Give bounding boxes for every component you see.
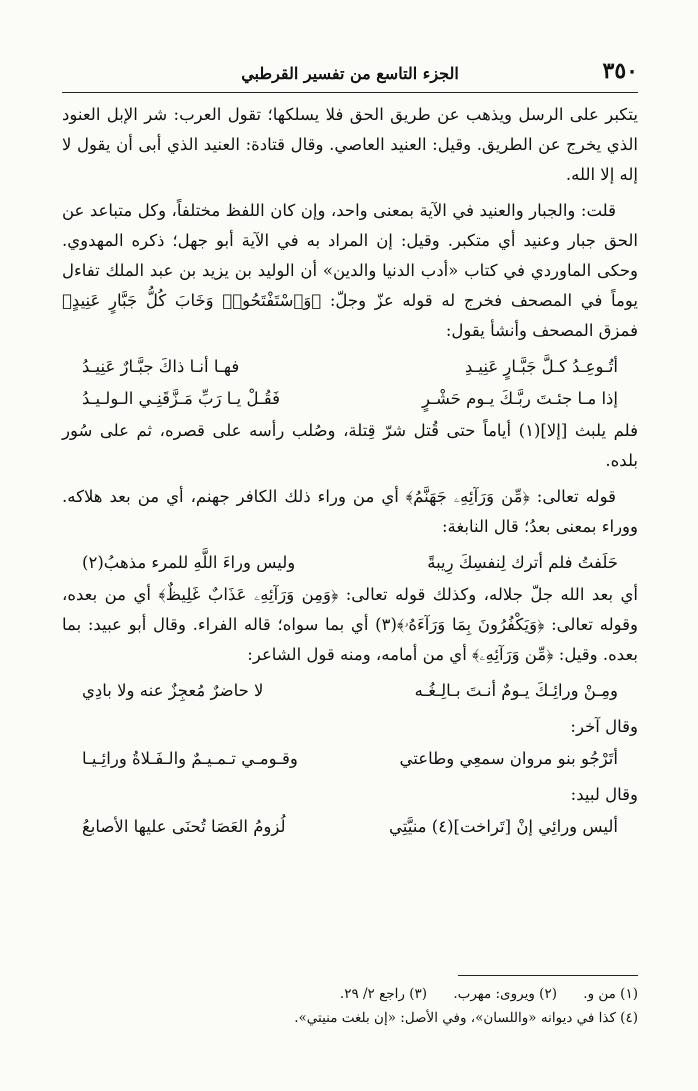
- footnote: (٢) ويروى: مهرب.: [453, 986, 557, 1002]
- verse-hemistich: إذا مـا جئـتَ ربَّـكَ يـوم حَشْـرٍ: [422, 389, 618, 408]
- verse-line: [62, 812, 638, 842]
- verse-hemistich: لا حاضرٌ مُعجِزٌ عنه ولا بادِي: [82, 681, 264, 700]
- paragraph: قلت: والجبار والعنيد في الآية بمعنى واحد، وإن كان اللفظ مختلفاً، وكل متباعد عن الحق جبار وعنيد أي متكبر. وقيل: إن المراد به في الآية أبو جهل؛ ذكره المهدوي. وحكى الماوردي في كتاب «أدب الدنيا والدين» أن الوليد بن يزيد بن عبد الملك تفاءل يوماً في المصحف فخرج له قوله عزّ وجلّ: ﴿وَٱسْتَفْتَحُوا۟ وَخَابَ كُلُّ جَبَّارٍ عَنِيدٍ﴾ فمزق المصحف وأنشأ يقول:: [62, 201, 638, 340]
- verse-hemistich: أليس ورائِي إنْ [تَراخت](٤) منيَّتِي: [388, 817, 618, 836]
- page-body: [62, 100, 638, 844]
- verse-line: [62, 744, 638, 774]
- footnote-line: [62, 1006, 638, 1030]
- verse-hemistich: وقـومـي تـمـيـمٌ والـفَـلاةُ ورائِـيـا: [82, 749, 298, 768]
- verse-hemistich: أتَرْجُو بنو مروان سمعِي وطاعتي: [399, 749, 618, 768]
- verse-hemistich: وليس وراءَ اللَّهِ للمرء مذهبُ(٢): [82, 553, 296, 572]
- paragraph: أي بعد الله جلّ جلاله، وكذلك قوله تعالى: ﴿وَمِن وَرَآئِهِۦ عَذَابٌ غَلِيظٌ﴾ أي من بعده، وقوله تعالى: ﴿وَيَكْفُرُونَ بِمَا وَرَآءَهُۥ﴾(٣) أي بما سواه؛ قاله الفراء. وقال أبو عبيد: بما بعده. وقيل: ﴿مِّن وَرَآئِهِۦ﴾ أي من أمامه، ومنه قول الشاعر:: [62, 585, 638, 664]
- verse-intro: وقال لبيد:: [570, 785, 638, 804]
- verse-line: [62, 676, 638, 706]
- paragraph: قوله تعالى: ﴿مِّن وَرَآئِهِۦ جَهَنَّمُ﴾ أي من وراء ذلك الكافر جهنم، أي من بعد هلاكه. ووراء بمعنى بعدُ؛ قال النابغة:: [62, 487, 638, 536]
- verse-hemistich: لُزومُ العَصَا تُحنَى عليها الأصابعُ: [82, 817, 286, 836]
- running-title: الجزء التاسع من تفسير القرطبي: [241, 64, 459, 83]
- verse-line: [62, 352, 638, 382]
- verse-line: [62, 384, 638, 414]
- verse-hemistich: فَقُـلْ يـا رَبِّ مَـزَّقَنِـي الـولـيـدُ: [82, 389, 281, 408]
- page-header: [62, 58, 638, 93]
- paragraph: فلم يلبث [إلا](١) أياماً حتى قُتل شرّ قِتلة، وصُلب رأسه على قصره، ثم على سُور بلده.: [62, 421, 638, 470]
- verse-intro: وقال آخر:: [570, 717, 638, 736]
- footnote: (٤) كذا في ديوانه «واللسان»، وفي الأصل: «إن بلغت منيتي».: [294, 1010, 638, 1026]
- footnote-divider: [458, 975, 638, 976]
- verse-hemistich: ومِـنْ ورائِـكَ يـومٌ أنـتَ بـالِـغُـه: [414, 681, 618, 700]
- verse-line: [62, 548, 638, 578]
- footnote: (٣) راجع ٢/ ٢٩.: [339, 986, 428, 1002]
- footnotes: [62, 975, 638, 1030]
- page-number: ٣٥٠: [602, 58, 638, 84]
- footnote-line: [62, 982, 638, 1006]
- verse-hemistich: أتُـوعِـدُ كـلَّ جَبَّـارٍ عَنِيـدِ: [464, 357, 618, 376]
- verse-hemistich: حَلَفتُ فلم أترك لِنفسِكَ رِيبةً: [427, 553, 618, 572]
- verse-hemistich: فهـا أنـا ذاكَ جبَّـارٌ عَنِيـدُ: [82, 357, 240, 376]
- paragraph: يتكبر على الرسل ويذهب عن طريق الحق فلا يسلكها؛ تقول العرب: شر الإبل العنود الذي يخرج عن الطريق. وقيل: العنيد العاصي. وقال قتادة: العنيد الذي أبى أن يقول لا إله إلا الله.: [62, 105, 638, 184]
- footnote: (١) من و.: [583, 986, 638, 1002]
